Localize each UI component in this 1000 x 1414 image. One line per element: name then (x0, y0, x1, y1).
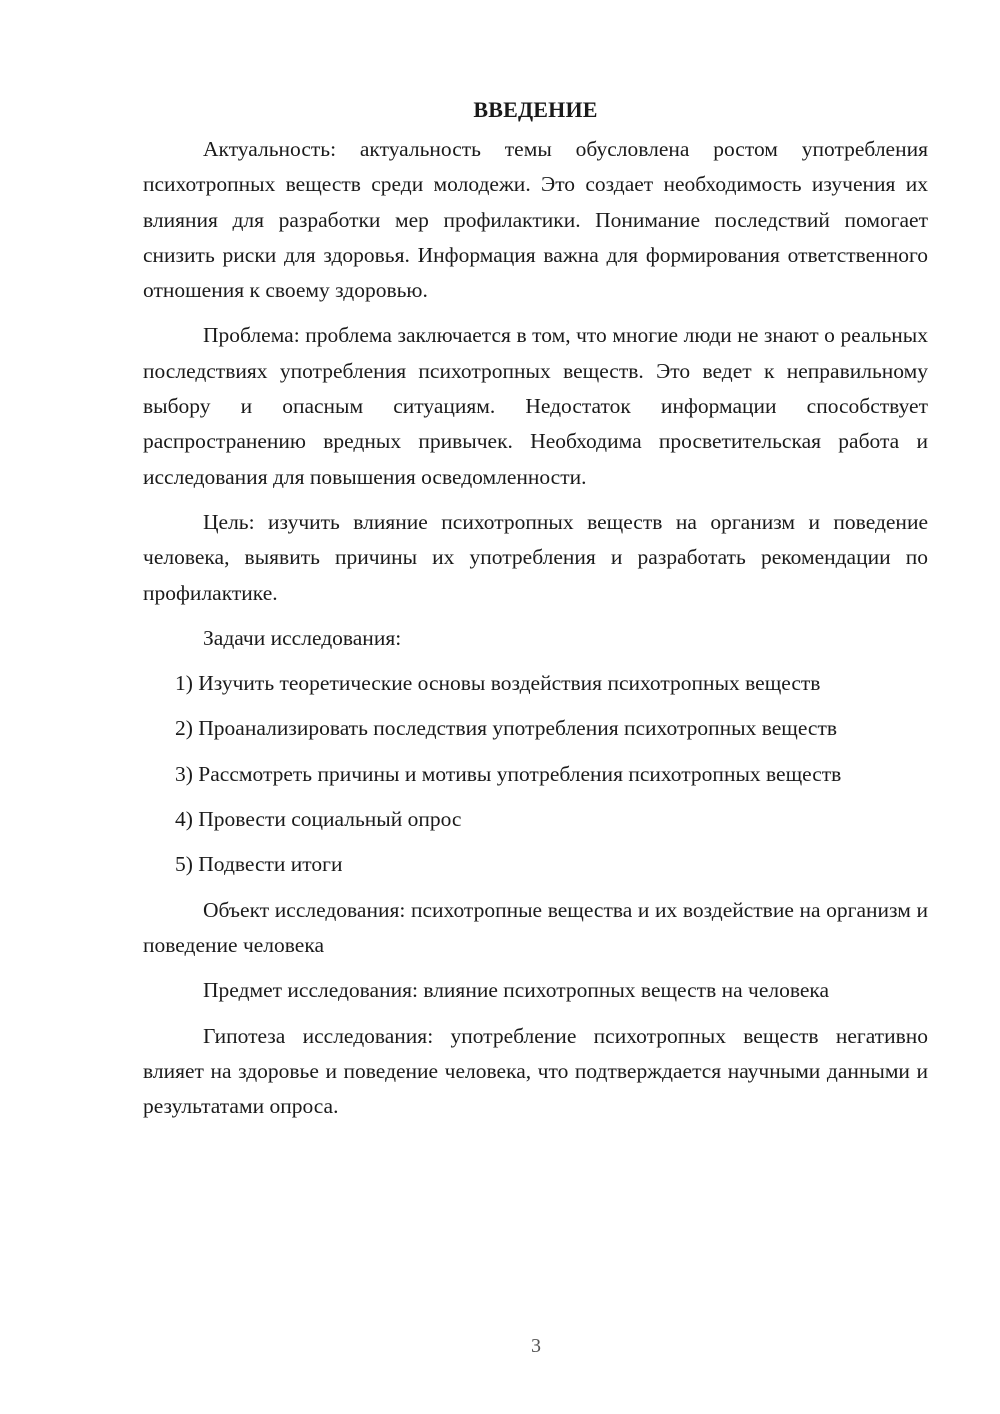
page-content (143, 92, 928, 1134)
paragraph-object: Объект исследования: психотропные вещества и их воздействие на организм и поведение человека (143, 897, 928, 957)
paragraph-problem: Проблема: проблема заключается в том, что многие люди не знают о реальных последствиях употребления психотропных веществ. Это ведет к неправильному выбору и опасным ситуациям. Недостаток информации способствует распространению вредных привычек. Необходима просветительская работа и исследования для повышения осведомленности. (143, 323, 928, 489)
task-item-4: 4) Провести социальный опрос (175, 807, 462, 832)
paragraph-goal: Цель: изучить влияние психотропных веществ на организм и поведение человека, выявить причины их употребления и разработать рекомендации по профилактике. (143, 509, 928, 605)
task-item-2: 2) Проанализировать последствия употребления психотропных веществ (175, 716, 837, 741)
task-item-3: 3) Рассмотреть причины и мотивы употребления психотропных веществ (175, 761, 842, 786)
task-item-5: 5) Подвести итоги (175, 852, 343, 877)
page-number: 3 (531, 1335, 541, 1357)
paragraph-relevance: Актуальность: актуальность темы обусловлена ростом употребления психотропных веществ среди молодежи. Это создает необходимость изучения их влияния для разработки мер профилактики. Понимание последствий помогает снизить риски для здоровья. Информация важна для формирования ответственного отношения к своему здоровью. (143, 137, 928, 303)
section-heading: ВВЕДЕНИЕ (473, 97, 598, 122)
paragraph-tasks-intro: Задачи исследования: (203, 625, 402, 650)
paragraph-subject: Предмет исследования: влияние психотропных веществ на человека (203, 978, 830, 1003)
paragraph-hypothesis: Гипотеза исследования: употребление психотропных веществ негативно влияет на здоровье и поведение человека, что подтверждается научными данными и результатами опроса. (143, 1023, 928, 1119)
task-item-1: 1) Изучить теоретические основы воздействия психотропных веществ (175, 671, 821, 696)
